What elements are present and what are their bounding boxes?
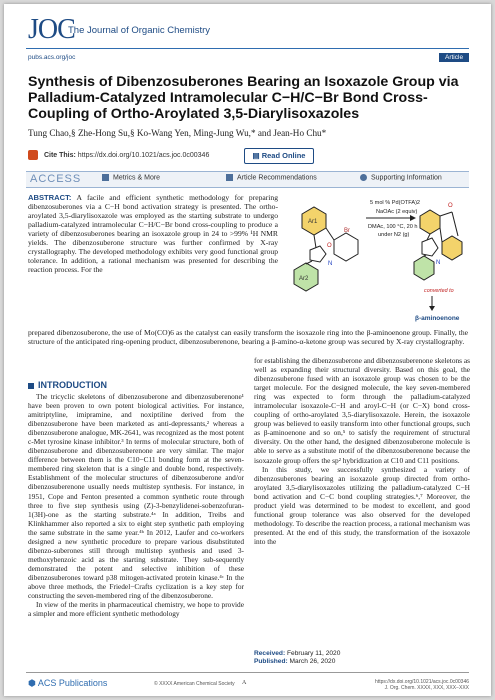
condition-2: NaOAc (2 equiv) (376, 209, 418, 215)
document-icon (226, 174, 233, 181)
read-online-label: Read Online (261, 151, 306, 160)
journal-name: The Journal of Organic Chemistry (68, 25, 211, 36)
conversion-note: converted to (424, 288, 454, 294)
right-column (254, 356, 470, 546)
left-column (28, 392, 244, 618)
article-page (4, 4, 491, 696)
section-marker-icon (28, 383, 34, 389)
bar-chart-icon (102, 174, 109, 181)
product-label: β-aminoenone (415, 315, 460, 322)
footer-citation: J. Org. Chem. XXXX, XXX, XXX−XXX (384, 685, 469, 692)
condition-3: DMAc, 100 °C, 20 h (368, 224, 418, 230)
supporting-info-button[interactable] (360, 174, 442, 181)
read-online-icon: ▤ (252, 151, 262, 160)
abstract-part1: A facile and efficient synthetic methodology for preparing dibenzosuberones via a C−H bond activation strategy is presented. The ortho-aroylated 3,5-diarylisoxazole was employed as the starting substrate to undergo palladium-catalyzed intramolecular C−H/C−Br bond cross-coupling to produce a variety of dibenzosuberones bearing an isoxazole group in 24 to >99% ¹H NMR yields. The dibenzosuberone structure was further confirmed by X-ray crystallography. The developed methodology exhibits very good functional group tolerance. In addition, a rational mechanism was presented for describing the reaction process. For the (28, 193, 278, 275)
footer-doi-link[interactable]: https://dx.doi.org/10.1021/acs.joc.0c00346 (375, 679, 469, 685)
section-heading-text: INTRODUCTION (38, 380, 107, 390)
n-label-1: N (328, 261, 333, 267)
received-label: Received: (254, 650, 286, 657)
condition-1: 5 mol % Pd(OTFA)2 (370, 200, 421, 206)
header-divider (26, 48, 469, 49)
abstract-heading: ABSTRACT: (28, 193, 72, 202)
paragraph: In view of the merits in pharmaceutical chemistry, we hope to provide a simpler and more efficient synthetic methodology (28, 600, 244, 619)
section-heading-introduction (28, 380, 107, 390)
acs-publications-logo (28, 678, 107, 689)
footer-doi (359, 679, 469, 691)
n-label-2: N (436, 260, 441, 266)
condition-4: under N2 (g) (378, 232, 410, 238)
abstract-text (28, 193, 278, 274)
article-title: Synthesis of Dibenzosuberones Bearing an Isoxazole Group via Palladium-Catalyzed Intramolecular C−H/C−Br Bond Cross-Coupling of Ortho-Aroylated 3,5-Diarylisoxazoles (28, 74, 459, 122)
o-label-2: O (448, 203, 453, 209)
journal-url-link[interactable]: pubs.acs.org/joc (28, 54, 76, 61)
paragraph: for establishing the dibenzosuberone and dibenzosuberenone skeletons as well as expanding their structural diversity. Based on this goal, the dibenzosuberone fused with an isoxazole group was chosen to be the target molecule. For the designed molecule, the key seven-membered ring was expected to form through the palladium-catalyzed intramolecular isoxazole-C−H and aroyl-C−H (or C−X) bond cross-coupling of ortho-aroylated 3,5-diarylisoxazole. Herein, the isoxazole group was believed to easily transform into other functional groups, such as β-aminoenone and so on,⁵ to satisfy the requirement of structural diversity. On the other hand, the designed dibenzosuberone molecule is able to serve as a substitute motif of the dibenzosuberenone because the isoxazole group offers the sp² hybridization at C10 and C11 positions. (254, 356, 470, 465)
received-date: February 11, 2020 (287, 650, 341, 657)
acs-hexagon-icon: ⬢ (28, 678, 38, 688)
metrics-button[interactable] (102, 174, 160, 181)
paragraph: The tricyclic skeletons of dibenzosuberone and dibenzosuberenone¹ have been proven to own potent biological activities. For instance, amitriptyline, imipramine, and noxiptiline derived from the dibenzosuberone have been marketed as anti-depressants,² whereas a dibenzosuberone analogue, MK-2641, was recognized as the most potent c-Met tyrosine kinase inhibitor.³ In terms of molecular structure, both of dibenzosuberone and dibenzosuberenone are very similar. The major difference between them is the C10−C11 bonding form at the seven-membered ring skeleton that is a single and double bond, respectively. Establishment of the molecular structures of dibenzosuberone and/or dibenzosuberenone usually needs multistep synthesis. For instance, in 1951, Cope and Fenton presented a common synthetic route through three to five step synthesis using (Z)-3-benzylidenei-sobenzofuran-1(3H)-one as the starting substrate.⁴ᵃ In addition, Treibs and Klinkhammer also reported a six to eight step synthetic path employing the same substrate in the same year.⁴ᵇ In 2012, Laufer and co-workers designed a new synthetic procedure to prepare various disubstituted dibenzo-suberones still through multistep synthesis and used 3-methoxybenzoic acid as the starting substrate. They sub-sequently demonstrated the potent and selective inhibition of these dibenzosuberones toward p38 mitogen-activated protein kinase.⁴ᶜ In the above three methods, the Friedel−Crafts cyclization is a key step for constructing the seven-membered ring of the dibenzosuberone. (28, 392, 244, 601)
article-type-badge: Article (439, 53, 469, 62)
cite-doi-link[interactable]: https://dx.doi.org/10.1021/acs.joc.0c00346 (77, 151, 210, 159)
recommendations-button[interactable] (226, 174, 317, 181)
published-label: Published: (254, 658, 288, 666)
page-number: A (242, 680, 247, 686)
br-label: Br (344, 228, 350, 234)
cite-label: Cite This: (43, 151, 76, 159)
footer-divider (26, 672, 469, 673)
published-date: March 26, 2020 (289, 658, 336, 666)
ar2-label: Ar2 (299, 276, 309, 282)
cite-icon (28, 150, 38, 160)
abstract-continuation: prepared dibenzosuberone, the use of Mo(CO)6 as the catalyst can easily transform the isoxazole ring into the β-aminoenone group. Finally, the structure of the anticipated ring-opening product, dibenzosuberenone, bearing a β-amino-α-ketone group was secured by X-ray crystallography. (28, 328, 468, 347)
supporting-info-label: Supporting Information (371, 174, 442, 182)
read-online-button[interactable] (244, 148, 314, 164)
plus-circle-icon (360, 174, 367, 181)
author-list: Tung Chao,§ Zhe-Hong Su,§ Ko-Wang Yen, Ming-Jung Wu,* and Jean-Ho Chu* (28, 128, 327, 138)
metrics-label: Metrics & More (113, 174, 161, 182)
recommendations-label: Article Recommendations (237, 174, 317, 182)
publication-dates (254, 650, 340, 667)
paragraph: In this study, we successfully synthesized a variety of dibenzosuberones bearing an isoxazole group directed from ortho-aroylated 3,5-diarylisoxazoles utilizing the palladium-catalyzed C−H bond activation and C−C bond coupling strategies.⁶,⁷ Moreover, the product yield was determined to be modest to excellent, and good functional group tolerance was also observed for the developed methodology. To describe the reaction process, a rational mechanism was presented. At the end of this study, the transformation of the isoxazole into the (254, 464, 470, 546)
journal-logo: JOC (28, 14, 75, 45)
reaction-scheme-graphic (282, 192, 468, 330)
cite-this-row (28, 150, 209, 164)
o-label-1: O (327, 243, 332, 249)
copyright-notice: © XXXX American Chemical Society (154, 681, 235, 687)
access-label: ACCESS (30, 173, 82, 185)
publisher-name: ACS Publications (37, 678, 108, 688)
ar1-label: Ar1 (308, 219, 318, 225)
